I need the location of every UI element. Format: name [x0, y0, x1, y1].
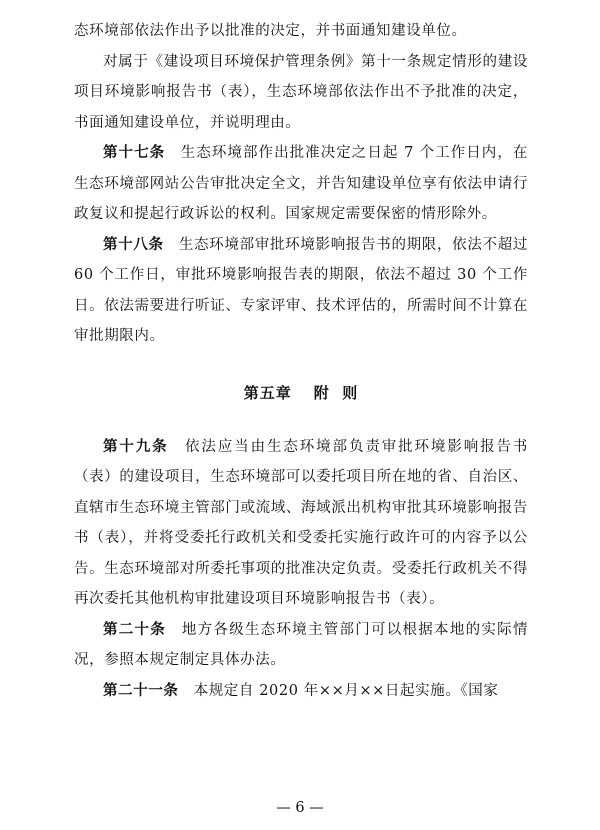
paragraph-text: 对属于《建设项目环境保护管理条例》第十一条规定情形的建设项目环境影响报告书（表），生态环境部依法作出不予批准的决定，书面通知建设单位，并说明理由。 [74, 53, 528, 131]
article-21 [74, 676, 528, 707]
paragraph [74, 16, 528, 47]
paragraph-text: 生态环境部作出批准决定之日起 7 个工作日内，在生态环境部网站公告审批决定全文，并告知建设单位享有依法申请行政复议和提起行政诉讼的权利。国家规定需要保密的情形除外。 [74, 145, 528, 222]
chapter-heading [74, 378, 528, 408]
document-page [74, 16, 528, 706]
paragraph-text: 依法应当由生态环境部负责审批环境影响报告书（表）的建设项目，生态环境部可以委托项目所在地的省、自治区、直辖市生态环境主管部门或流域、海域派出机构审批其环境影响报告书（表），并将受委托行政机关和受委托实施行政许可的内容予以公告。生态环境部对所委托事项的批准决定负责。受委托行政机关不得再次委托其他机构审批建设项目环境影响报告书（表）。 [74, 438, 528, 607]
paragraph [74, 47, 528, 139]
chapter-number: 第五章 [243, 383, 292, 402]
paragraph-text: 生态环境部审批环境影响报告书的期限，依法不超过 60 个工作日，审批环境影响报告表的期限，依法不超过 30 个工作日。依法需要进行听证、专家评审、技术评估的，所需时间不计算在审批期限内。 [74, 236, 528, 344]
article-number: 第十九条 [103, 438, 169, 455]
article-20 [74, 615, 528, 676]
page-number: — 6 — [276, 800, 324, 816]
article-19 [74, 432, 528, 615]
article-number: 第十八条 [103, 236, 164, 253]
article-number: 第二十条 [103, 621, 167, 638]
paragraph-text: 本规定自 2020 年××月××日起实施。《国家 [193, 682, 499, 699]
chapter-title: 附 则 [313, 383, 359, 402]
article-number: 第二十一条 [103, 682, 179, 699]
article-number: 第十七条 [103, 145, 166, 161]
paragraph-text: 地方各级生态环境主管部门可以根据本地的实际情况，参照本规定制定具体办法。 [74, 621, 528, 668]
article-17 [74, 138, 528, 230]
paragraph-text: 态环境部依法作出予以批准的决定，并书面通知建设单位。 [74, 23, 467, 39]
article-18 [74, 230, 528, 352]
